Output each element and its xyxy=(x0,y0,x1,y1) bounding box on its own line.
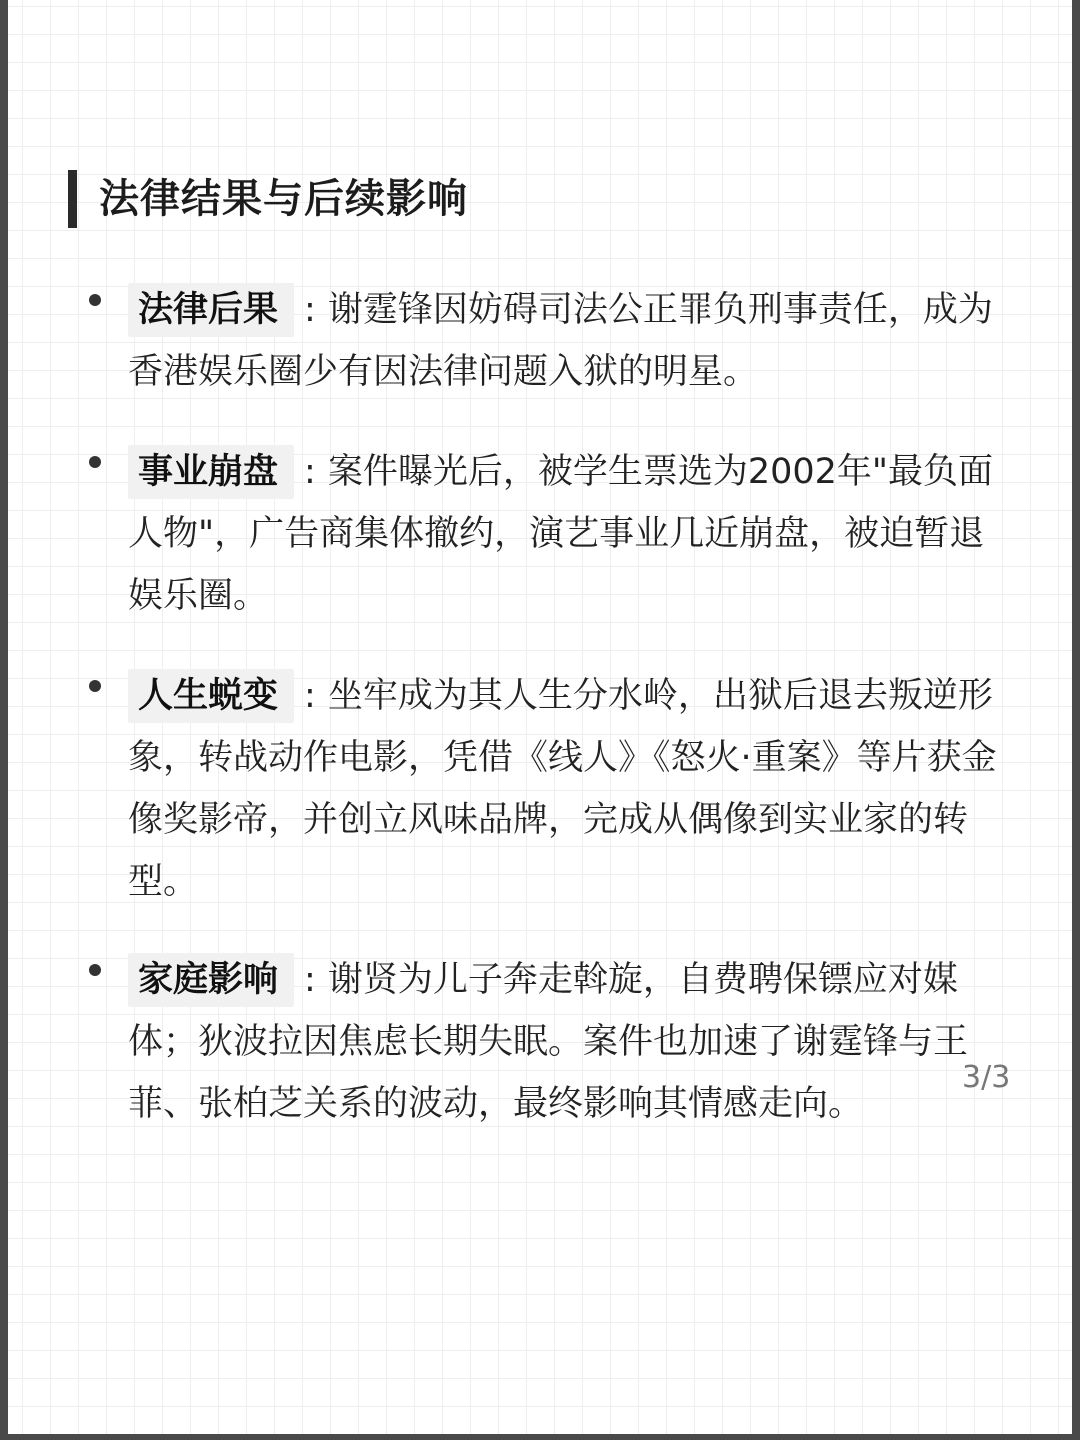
bullet-dot-icon xyxy=(89,456,101,468)
term-label: 人生蜕变 xyxy=(128,669,294,723)
item-text: 谢霆锋因妨碍司法公正罪负刑事责任，成为香港娱乐圈少有因法律问题入狱的明星。 xyxy=(128,290,993,392)
term-colon: : xyxy=(304,452,316,492)
section-heading xyxy=(68,170,468,228)
bullet-dot-icon xyxy=(89,294,101,306)
bullet-dot-icon xyxy=(89,680,101,692)
heading-accent-bar xyxy=(68,170,77,228)
term-colon: : xyxy=(304,290,316,330)
term-colon: : xyxy=(304,960,316,1000)
page xyxy=(8,0,1072,1434)
item-text: 谢贤为儿子奔走斡旋，自费聘保镖应对媒体；狄波拉因焦虑长期失眠。案件也加速了谢霆锋与王菲、张柏芝关系的波动，最终影响其情感走向。 xyxy=(128,960,969,1124)
term-label: 事业崩盘 xyxy=(128,445,294,499)
term-label: 家庭影响 xyxy=(128,953,294,1007)
list-item-body xyxy=(128,665,1008,913)
list-item-body xyxy=(128,441,1008,627)
list-item-body xyxy=(128,949,1011,1135)
bullet-dot-icon xyxy=(89,964,101,976)
page-indicator: 3/3 xyxy=(962,1060,1011,1095)
heading-title: 法律结果与后续影响 xyxy=(99,176,468,222)
term-label: 法律后果 xyxy=(128,283,294,337)
list-item-body xyxy=(128,279,1008,403)
item-text: 坐牢成为其人生分水岭，出狱后退去叛逆形象，转战动作电影，凭借《线人》《怒火·重案》等片获金像奖影帝，并创立风味品牌，完成从偶像到实业家的转型。 xyxy=(128,676,997,902)
term-colon: : xyxy=(304,676,316,716)
item-text: 案件曝光后，被学生票选为2002年"最负面人物"，广告商集体撤约，演艺事业几近崩盘，被迫暂退娱乐圈。 xyxy=(128,452,993,616)
